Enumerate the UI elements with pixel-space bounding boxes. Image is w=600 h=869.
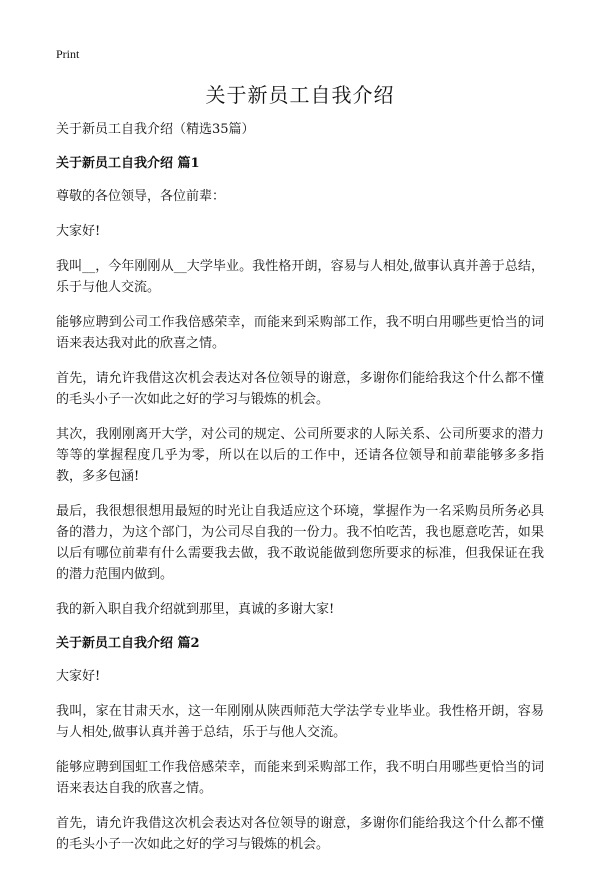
paragraph: 我叫__，今年刚刚从__大学毕业。我性格开朗，容易与人相处,做事认真并善于总结，乐于与他人交流。 (56, 259, 544, 295)
section-1 (56, 154, 544, 620)
paragraph: 能够应聘到公司工作我倍感荣幸，而能来到采购部工作，我不明白用哪些更恰当的词语来表达我对此的欣喜之情。 (56, 315, 544, 351)
document-subtitle: 关于新员工自我介绍（精选35篇） (56, 122, 255, 137)
paragraph: 大家好! (56, 224, 101, 239)
document-body (56, 120, 544, 869)
paragraph: 尊敬的各位领导，各位前辈： (56, 189, 226, 204)
paragraph: 我的新入职自我介绍就到那里，真诚的多谢大家! (56, 602, 335, 617)
paragraph: 我叫，家在甘肃天水，这一年刚刚从陕西师范大学法学专业毕业。我性格开朗，容易与人相处,做事认真并善于总结，乐于与他人交流。 (56, 704, 544, 740)
paragraph: 首先，请允许我借这次机会表达对各位领导的谢意，多谢你们能给我这个什么都不懂的毛头小子一次如此之好的学习与锻炼的机会。 (56, 371, 544, 407)
section-heading: 关于新员工自我介绍 篇2 (56, 636, 200, 651)
paragraph: 首先，请允许我借这次机会表达对各位领导的谢意，多谢你们能给我这个什么都不懂的毛头小子一次如此之好的学习与锻炼的机会。 (56, 816, 544, 852)
page-title: 关于新员工自我介绍 (205, 83, 395, 107)
print-link[interactable]: Print (56, 47, 80, 61)
paragraph: 最后，我很想很想用最短的时光让自我适应这个环境，掌握作为一名采购员所务必具备的潜力，为这个部门，为公司尽自我的一份力。我不怕吃苦，我也愿意吃苦，如果以后有哪位前辈有什么需要我去做，我不敢说能做到您所要求的标准，但我保证在我的潜力范围内做到。 (56, 504, 544, 582)
paragraph: 能够应聘到国虹工作我倍感荣幸，而能来到采购部工作，我不明白用哪些更恰当的词语来表达自我的欣喜之情。 (56, 760, 544, 796)
section-2 (56, 634, 544, 855)
paragraph: 大家好! (56, 669, 101, 684)
section-heading: 关于新员工自我介绍 篇1 (56, 156, 200, 171)
paragraph: 其次，我刚刚离开大学，对公司的规定、公司所要求的人际关系、公司所要求的潜力等等的掌握程度几乎为零，所以在以后的工作中，还请各位领导和前辈能够多多指教，多多包涵! (56, 427, 544, 484)
